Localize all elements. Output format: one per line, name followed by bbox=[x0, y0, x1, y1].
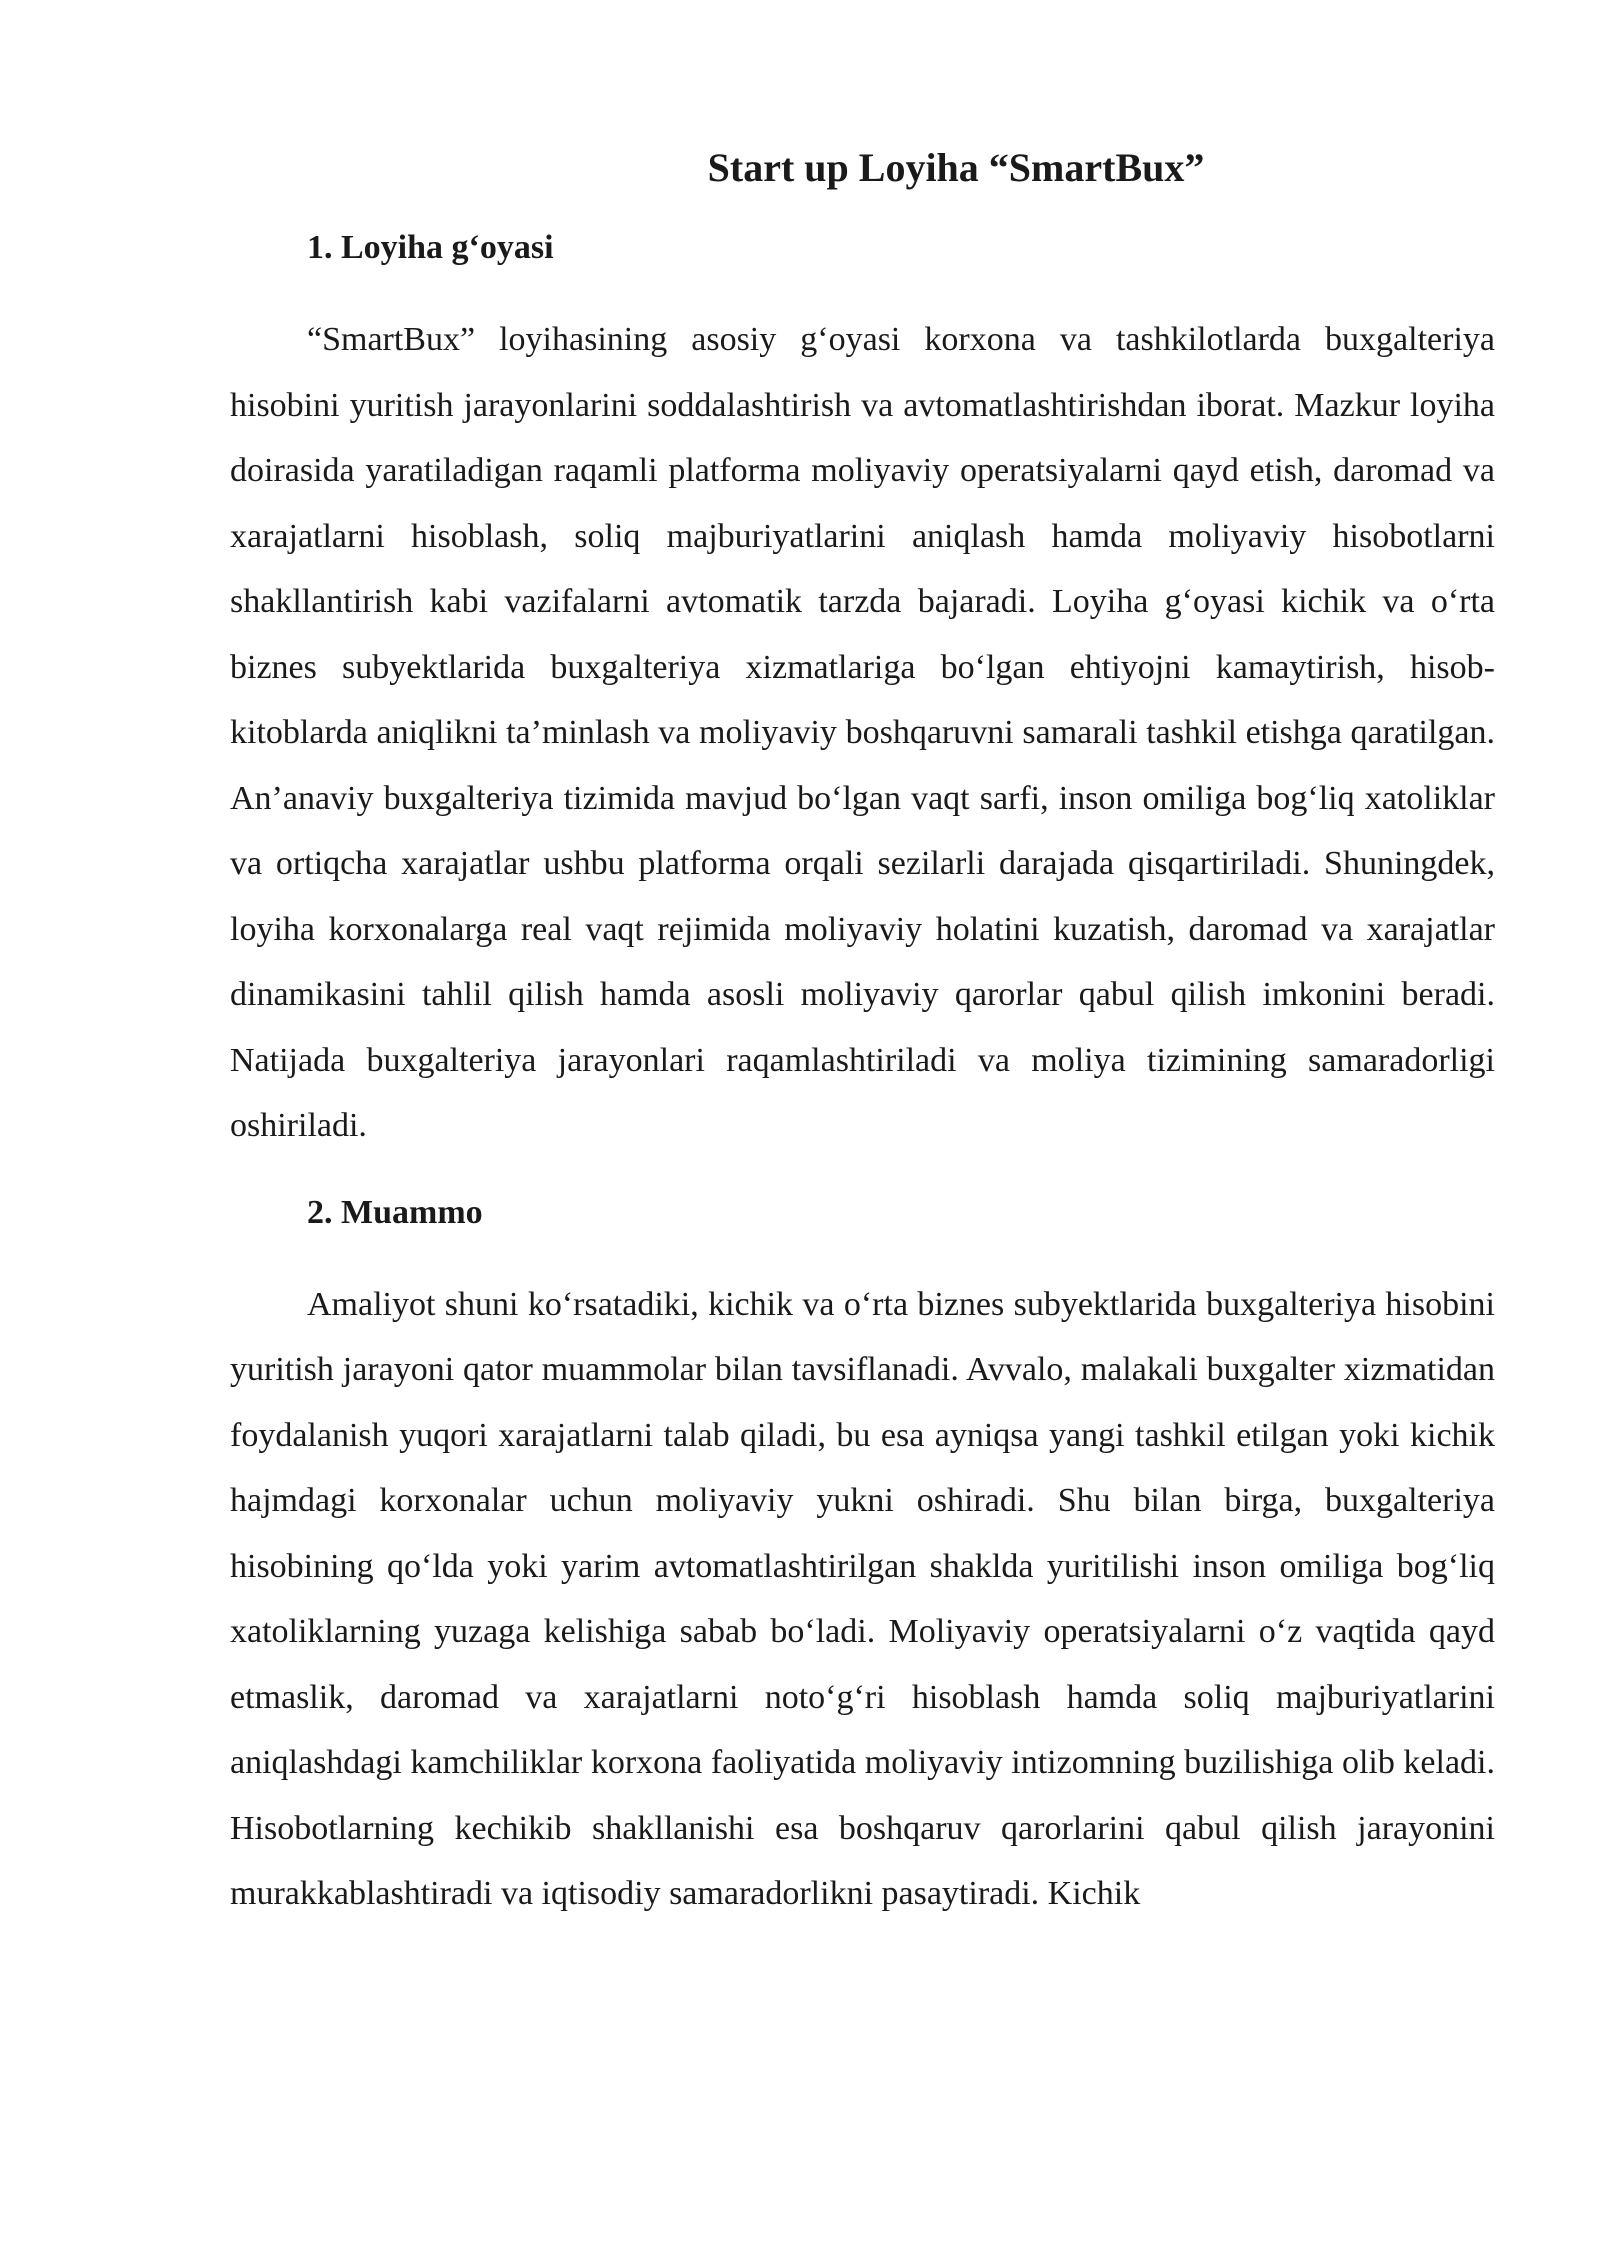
document-page bbox=[230, 140, 1495, 1927]
section-heading-idea: 1. Loyiha g‘oyasi bbox=[307, 229, 554, 266]
page-title: Start up Loyiha “SmartBux” bbox=[707, 145, 1205, 190]
section-paragraph-problem: Amaliyot shuni ko‘rsatadiki, kichik va o‘rta biznes subyektlarida buxgalteriya hisobini yuritish jarayoni qator muammolar bilan tavsiflanadi. Avvalo, malakali buxgalter xizmatidan foydalanish yuqori xarajatlarni talab qiladi, bu esa ayniqsa yangi tashkil etilgan yoki kichik hajmdagi korxonalar uchun moliyaviy yukni oshiradi. Shu bilan birga, buxgalteriya hisobining qo‘lda yoki yarim avtomatlashtirilgan shaklda yuritilishi inson omiliga bog‘liq xatoliklarning yuzaga kelishiga sabab bo‘ladi. Moliyaviy operatsiyalarni o‘z vaqtida qayd etmaslik, daromad va xarajatlarni noto‘g‘ri hisoblash hamda soliq majburiyatlarini aniqlashdagi kamchiliklar korxona faoliyatida moliyaviy intizomning buzilishiga olib keladi. Hisobotlarning kechikib shakllanishi esa boshqaruv qarorlarini qabul qilish jarayonini murakkablashtiradi va iqtisodiy samaradorlikni pasaytiradi. Kichik bbox=[230, 1285, 1495, 1912]
section-heading-problem: 2. Muammo bbox=[307, 1193, 483, 1231]
section-paragraph-idea: “SmartBux” loyihasining asosiy g‘oyasi korxona va tashkilotlarda buxgalteriya hisobini yuritish jarayonlarini soddalashtirish va avtomatlashtirishdan iborat. Mazkur loyiha doirasida yaratiladigan raqamli platforma moliyaviy operatsiyalarni qayd etish, daromad va xarajatlarni hisoblash, soliq majburiyatlarini aniqlash hamda moliyaviy hisobotlarni shakllantirish kabi vazifalarni avtomatik tarzda bajaradi. Loyiha g‘oyasi kichik va o‘rta biznes subyektlarida buxgalteriya xizmatlariga bo‘lgan ehtiyojni kamaytirish, hisob-kitoblarda aniqlikni ta’minlash va moliyaviy boshqaruvni samarali tashkil etishga qaratilgan. An’anaviy buxgalteriya tizimida mavjud bo‘lgan vaqt sarfi, inson omiliga bog‘liq xatoliklar va ortiqcha xarajatlar ushbu platforma orqali sezilarli darajada qisqartiriladi. Shuningdek, loyiha korxonalarga real vaqt rejimida moliyaviy holatini kuzatish, daromad va xarajatlar dinamikasini tahlil qilish hamda asosli moliyaviy qarorlar qabul qilish imkonini beradi. Natijada buxgalteriya jarayonlari raqamlashtiriladi va moliya tizimining samaradorligi oshiriladi. bbox=[230, 321, 1495, 1144]
